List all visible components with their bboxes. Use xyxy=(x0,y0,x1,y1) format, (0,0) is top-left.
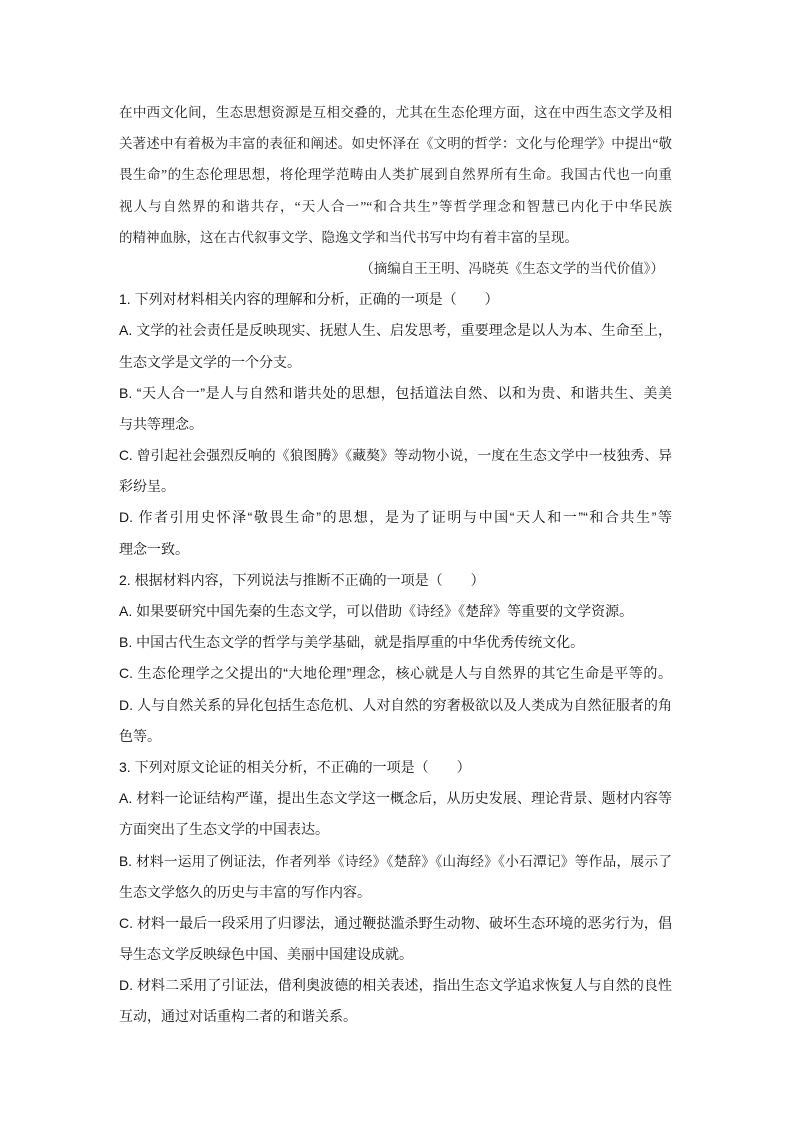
reading-passage xyxy=(119,97,672,284)
option-1b xyxy=(119,378,672,440)
option-line: 彩纷呈。 xyxy=(119,478,175,495)
option-line: B. 中国古代生态文学的哲学与美学基础，就是指厚重的中华优秀传统文化。 xyxy=(119,634,585,651)
question-1 xyxy=(119,284,672,565)
option-line: 互动，通过对话重构二者的和谐关系。 xyxy=(119,1008,357,1025)
option-line: 方面突出了生态文学的中国表达。 xyxy=(119,821,329,838)
passage-citation: （摘编自王王明、冯晓英《生态文学的当代价值》） xyxy=(360,260,664,276)
option-line: D. 材料二采用了引证法，借利奥波德的相关表述，指出生态文学追求恢复人与自然的良性 xyxy=(119,977,672,994)
option-line: A. 文学的社会责任是反映现实、抚慰人生、启发思考，重要理念是以人为本、生命至上， xyxy=(119,322,672,339)
question-stem: 3. 下列对原文论证的相关分析，不正确的一项是（ ） xyxy=(119,758,471,775)
option-line: 与共等理念。 xyxy=(119,415,203,432)
option-1c xyxy=(119,440,672,502)
option-line: C. 曾引起社会强烈反响的《狼图腾》《藏獒》等动物小说，一度在生态文学中一枝独秀、异 xyxy=(119,448,672,464)
passage-line: 畏生命”的生态伦理思想，将伦理学范畴由人类扩展到自然界所有生命。我国古代也一向重 xyxy=(119,167,672,183)
question-2 xyxy=(119,565,672,752)
option-2a xyxy=(119,596,672,627)
option-3b xyxy=(119,846,672,908)
option-line: 导生态文学反映绿色中国、美丽中国建设成就。 xyxy=(119,946,413,963)
option-line: 生态文学是文学的一个分支。 xyxy=(119,353,301,370)
option-2b xyxy=(119,627,672,658)
option-line: 理念一致。 xyxy=(119,540,189,557)
page-content xyxy=(119,97,672,1033)
option-3c xyxy=(119,908,672,970)
option-line: 色等。 xyxy=(119,727,161,744)
passage-line: 视人与自然界的和谐共存，“天人合一”“和合共生”等哲学理念和智慧已内化于中华民族 xyxy=(119,198,672,214)
passage-line: 在中西文化间，生态思想资源是互相交叠的，尤其在生态伦理方面，这在中西生态文学及相 xyxy=(119,105,672,120)
passage-line: 的精神血脉，这在古代叙事文学、隐逸文学和当代书写中均有着丰富的呈现。 xyxy=(119,229,578,245)
option-3d xyxy=(119,970,672,1032)
option-1a xyxy=(119,315,672,377)
option-2d xyxy=(119,690,672,752)
question-stem: 1. 下列对材料相关内容的理解和分析，正确的一项是（ ） xyxy=(119,291,499,308)
option-line: 生态文学悠久的历史与丰富的写作内容。 xyxy=(119,883,371,900)
question-stem: 2. 根据材料内容，下列说法与推断不正确的一项是（ ） xyxy=(119,571,485,588)
option-3a xyxy=(119,783,672,845)
option-line: C. 生态伦理学之父提出的“大地伦理”理念，核心就是人与自然界的其它生命是平等的。 xyxy=(119,665,672,682)
passage-line: 关著述中有着极为丰富的表征和阐述。如史怀泽在《文明的哲学：文化与伦理学》中提出“敬 xyxy=(119,136,672,152)
option-1d xyxy=(119,502,672,564)
option-2c xyxy=(119,658,672,689)
option-line: A. 材料一论证结构严谨，提出生态文学这一概念后，从历史发展、理论背景、题材内容等 xyxy=(119,790,672,807)
option-line: D. 作者引用史怀泽“敬畏生命”的思想，是为了证明与中国“天人和一”“和合共生”等 xyxy=(119,509,672,526)
option-line: B. “天人合一”是人与自然和谐共处的思想，包括道法自然、以和为贵、和谐共生、美美 xyxy=(119,384,672,401)
option-line: C. 材料一最后一段采用了归谬法，通过鞭挞滥杀野生动物、破坏生态环境的恶劣行为，倡 xyxy=(119,914,672,931)
option-line: B. 材料一运用了例证法，作者列举《诗经》《楚辞》《山海经》《小石潭记》等作品，展示了 xyxy=(119,853,672,869)
question-3 xyxy=(119,752,672,1033)
option-line: A. 如果要研究中国先秦的生态文学，可以借助《诗经》《楚辞》等重要的文学资源。 xyxy=(119,603,634,619)
option-line: D. 人与自然关系的异化包括生态危机、人对自然的穷奢极欲以及人类成为自然征服者的角 xyxy=(119,696,672,713)
